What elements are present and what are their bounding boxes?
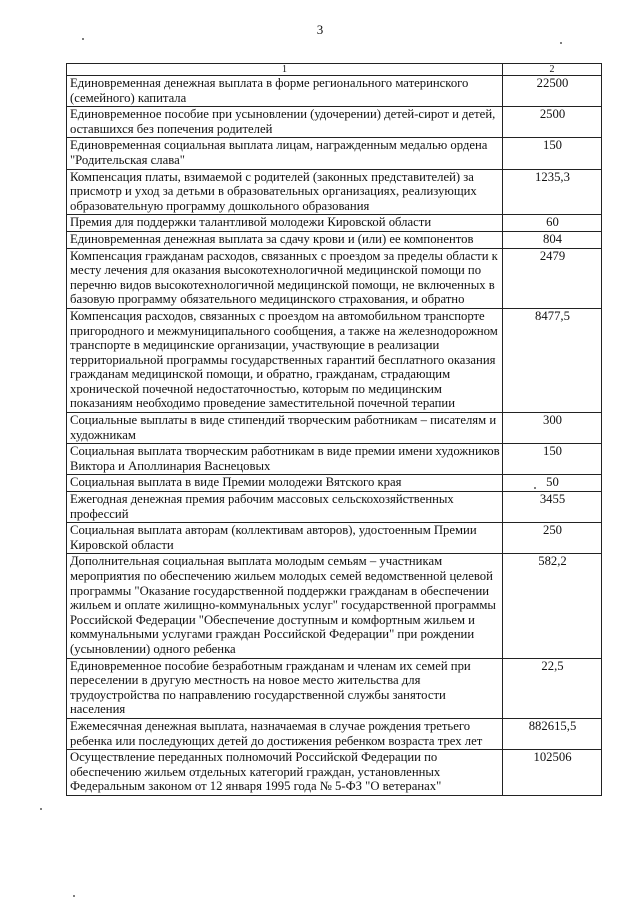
table-body xyxy=(67,76,602,796)
scan-speck xyxy=(534,487,536,489)
table-row xyxy=(67,475,602,492)
column-header: 2 xyxy=(503,64,602,76)
table-row xyxy=(67,718,602,749)
table-row xyxy=(67,308,602,412)
row-description: Социальная выплата творческим работникам в виде премии имени художников Виктора и Аполлинария Васнецовых xyxy=(67,444,503,475)
scan-speck xyxy=(40,808,42,810)
row-value: 2500 xyxy=(503,107,602,138)
table-row xyxy=(67,750,602,796)
row-value: 8477,5 xyxy=(503,308,602,412)
row-description: Социальная выплата авторам (коллективам авторов), удостоенным Премии Кировской области xyxy=(67,523,503,554)
table-row xyxy=(67,107,602,138)
table-row xyxy=(67,444,602,475)
row-description: Премия для поддержки талантливой молодежи Кировской области xyxy=(67,215,503,232)
table-row xyxy=(67,554,602,658)
row-value: 22500 xyxy=(503,76,602,107)
row-description: Компенсация гражданам расходов, связанных с проездом за пределы области к месту лечения для оказания высокотехнологичной медицинской помощи по перечню видов высокотехнологичной медицинской помощи, не включенных в базовую программу обязательного медицинского страхования, и обратно xyxy=(67,248,503,308)
row-value: 60 xyxy=(503,215,602,232)
row-value: 882615,5 xyxy=(503,718,602,749)
scan-speck xyxy=(73,895,75,897)
table-header-row xyxy=(67,64,602,76)
table-row xyxy=(67,169,602,215)
column-header: 1 xyxy=(67,64,503,76)
table-row xyxy=(67,248,602,308)
scan-speck xyxy=(560,42,562,44)
row-value: 150 xyxy=(503,138,602,169)
row-description: Ежемесячная денежная выплата, назначаемая в случае рождения третьего ребенка или последующих детей до достижения ребенком возраста трех лет xyxy=(67,718,503,749)
row-value: 102506 xyxy=(503,750,602,796)
row-description: Ежегодная денежная премия рабочим массовых сельскохозяйственных профессий xyxy=(67,492,503,523)
row-description: Дополнительная социальная выплата молодым семьям – участникам мероприятия по обеспечению жильем молодых семей ведомственной целевой программы "Оказание государственной поддержки гражданам в обеспечении жильем и оплате жилищно-коммунальных услуг" государственной программы Российской Федерации "Обеспечение доступным и комфортным жильем и коммунальными услугами граждан Российской Федерации" при рождении (усыновлении) одного ребенка xyxy=(67,554,503,658)
row-value: 22,5 xyxy=(503,658,602,718)
row-value: 50 xyxy=(503,475,602,492)
table-row xyxy=(67,523,602,554)
row-description: Единовременное пособие при усыновлении (удочерении) детей-сирот и детей, оставшихся без попечения родителей xyxy=(67,107,503,138)
row-description: Компенсация расходов, связанных с проездом на автомобильном транспорте пригородного и межмуниципального сообщения, а также на железнодорожном транспорте в медицинские организации, участвующие в реализации территориальной программы государственных гарантий бесплатного оказания гражданам медицинской помощи, и обратно, гражданам, страдающим хронической почечной недостаточностью, которым по медицинским показаниям необходимо проведение заместительной почечной терапии xyxy=(67,308,503,412)
table-row xyxy=(67,231,602,248)
table-row xyxy=(67,215,602,232)
row-value: 804 xyxy=(503,231,602,248)
row-description: Социальные выплаты в виде стипендий творческим работникам – писателям и художникам xyxy=(67,413,503,444)
page-number: 3 xyxy=(316,22,324,37)
table-row xyxy=(67,138,602,169)
row-description: Единовременная социальная выплата лицам, награжденным медалью ордена "Родительская слава" xyxy=(67,138,503,169)
table-row xyxy=(67,413,602,444)
row-value: 3455 xyxy=(503,492,602,523)
row-value: 2479 xyxy=(503,248,602,308)
row-description: Единовременная денежная выплата в форме регионального материнского (семейного) капитала xyxy=(67,76,503,107)
table-row xyxy=(67,492,602,523)
row-description: Осуществление переданных полномочий Российской Федерации по обеспечению жильем отдельных категорий граждан, установленных Федеральным законом от 12 января 1995 года № 5-ФЗ "О ветеранах" xyxy=(67,750,503,796)
row-description: Компенсация платы, взимаемой с родителей (законных представителей) за присмотр и уход за детьми в образовательных организациях, реализующих образовательную программу дошкольного образования xyxy=(67,169,503,215)
row-value: 582,2 xyxy=(503,554,602,658)
scan-speck xyxy=(82,38,84,40)
row-value: 300 xyxy=(503,413,602,444)
row-value: 250 xyxy=(503,523,602,554)
row-description: Единовременная денежная выплата за сдачу крови и (или) ее компонентов xyxy=(67,231,503,248)
row-description: Единовременное пособие безработным гражданам и членам их семей при переселении в другую местность на новое место жительства для трудоустройства по направлению государственной службы занятости населения xyxy=(67,658,503,718)
table-row xyxy=(67,76,602,107)
row-value: 150 xyxy=(503,444,602,475)
table-row xyxy=(67,658,602,718)
row-description: Социальная выплата в виде Премии молодежи Вятского края xyxy=(67,475,503,492)
expenditure-table xyxy=(66,63,602,796)
row-value: 1235,3 xyxy=(503,169,602,215)
